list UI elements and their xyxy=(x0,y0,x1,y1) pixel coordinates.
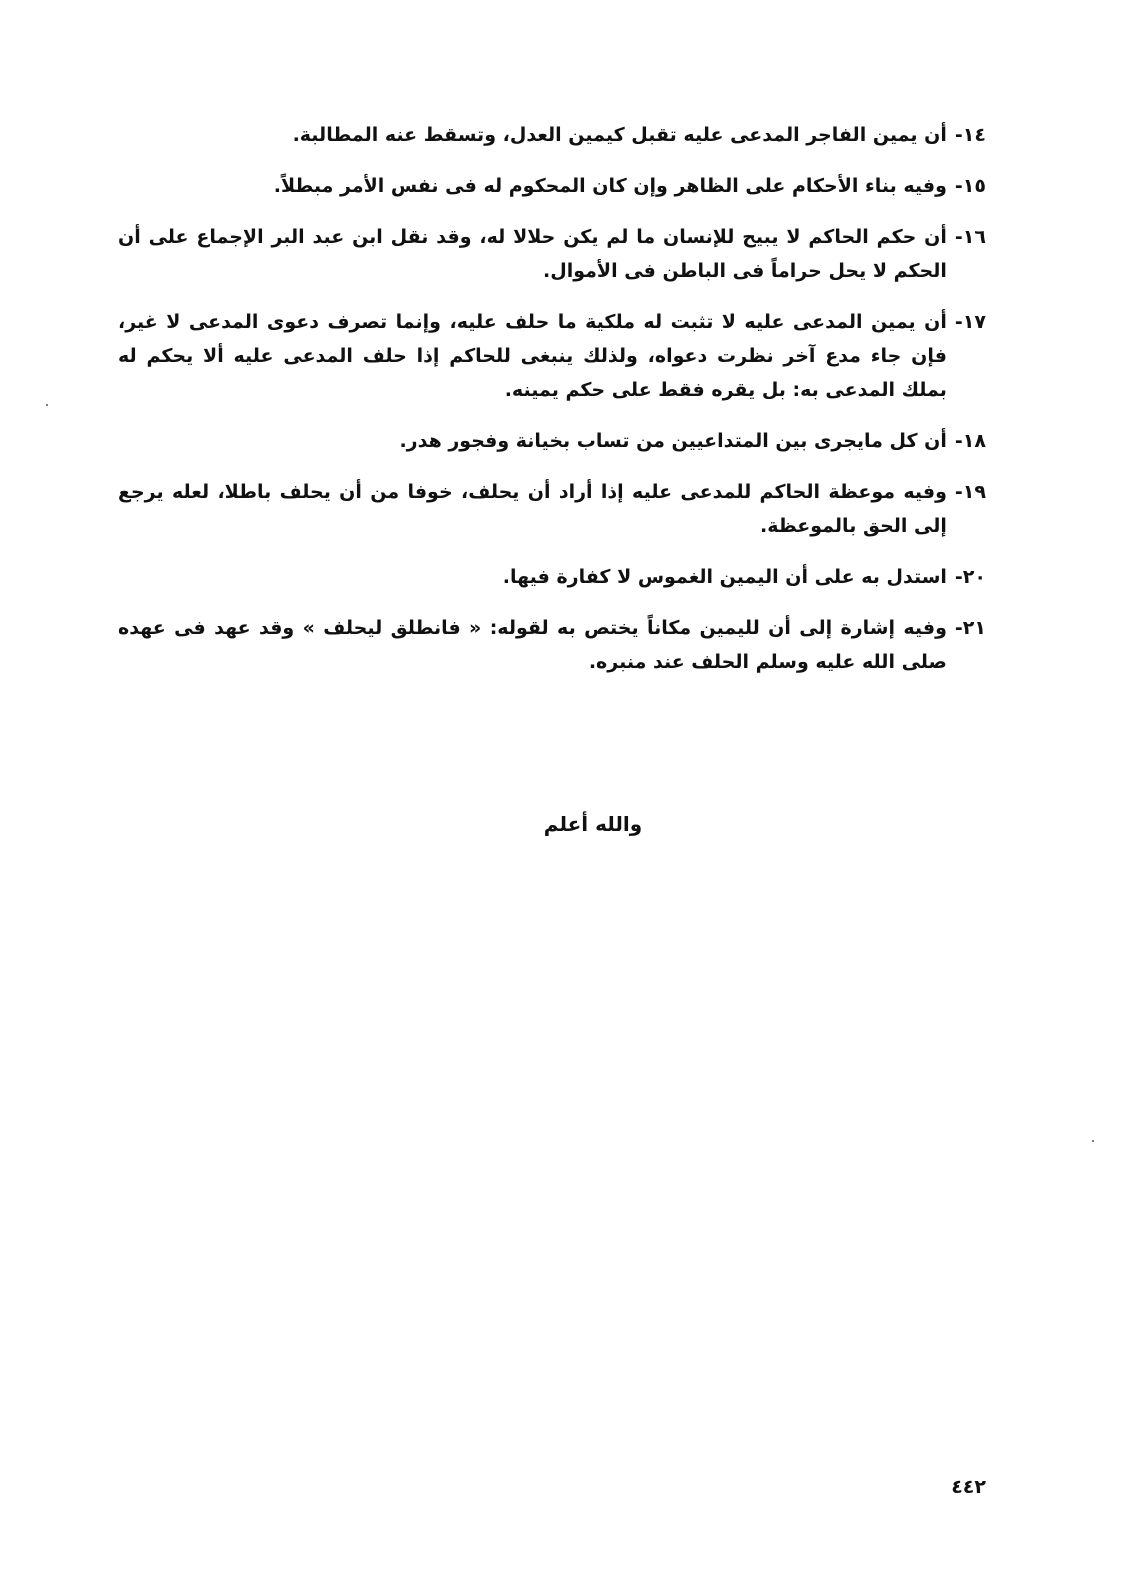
item-text: أن يمين المدعى عليه لا تثبت له ملكية ما حلف عليه، وإنما تصرف دعوى المدعى لا غير، فإن جاء مدع آخر نظرت دعواه، ولذلك ينبغى للحاكم إذا حلف المدعى عليه ألا يحكم له بملك المدعى به: بل يقره فقط على حكم يمينه. xyxy=(118,311,947,401)
item-text: أن كل مايجرى بين المتداعيين من تساب بخيانة وفجور هدر. xyxy=(399,430,947,452)
item-text: وفيه بناء الأحكام على الظاهر وإن كان المحكوم له فى نفس الأمر مبطلاً. xyxy=(273,175,947,197)
item-text: أن يمين الفاجر المدعى عليه تقبل كيمين العدل، وتسقط عنه المطالبة. xyxy=(292,124,947,146)
item-number: ١٤- xyxy=(954,124,986,146)
list-item xyxy=(118,169,986,203)
page-number: ٤٤٢ xyxy=(951,1476,986,1498)
scan-speck xyxy=(46,404,48,406)
item-number: ١٦- xyxy=(954,226,986,248)
list-item xyxy=(118,305,986,407)
item-text: أن حكم الحاكم لا يبيح للإنسان ما لم يكن حلالا له، وقد نقل ابن عبد البر الإجماع على أن الحكم لا يحل حراماً فى الباطن فى الأموال. xyxy=(118,226,947,282)
list-item xyxy=(118,611,986,679)
item-number: ٢١- xyxy=(954,617,986,639)
item-text: وفيه موعظة الحاكم للمدعى عليه إذا أراد أن يحلف، خوفا من أن يحلف باطلا، لعله يرجع إلى الحق بالموعظة. xyxy=(118,481,947,537)
list-item xyxy=(118,220,986,288)
item-number: ١٥- xyxy=(954,175,986,197)
list-item xyxy=(118,424,986,458)
numbered-list xyxy=(118,118,986,696)
list-item xyxy=(118,475,986,543)
scan-speck xyxy=(1092,1140,1094,1142)
item-text: وفيه إشارة إلى أن لليمين مكاناً يختص به لقوله: « فانطلق ليحلف » وقد عهد فى عهده صلى الله عليه وسلم الحلف عند منبره. xyxy=(118,617,947,673)
closing-phrase: والله أعلم xyxy=(543,812,643,836)
list-item xyxy=(118,560,986,594)
list-item xyxy=(118,118,986,152)
item-text: استدل به على أن اليمين الغموس لا كفارة فيها. xyxy=(502,566,947,588)
item-number: ٢٠- xyxy=(954,566,986,588)
item-number: ١٨- xyxy=(954,430,986,452)
item-number: ١٩- xyxy=(954,481,986,503)
item-number: ١٧- xyxy=(954,311,986,333)
